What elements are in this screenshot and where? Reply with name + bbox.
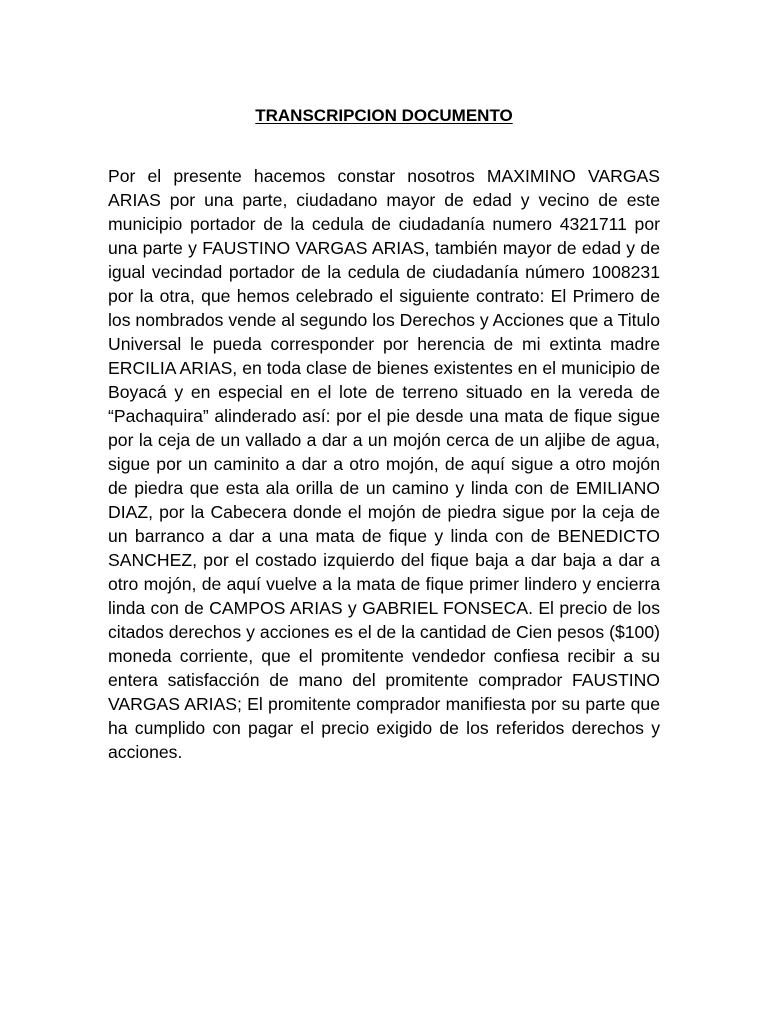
document-title: TRANSCRIPCION DOCUMENTO xyxy=(255,106,513,125)
document-body-paragraph: Por el presente hacemos constar nosotros MAXIMINO VARGAS ARIAS por una parte, ciudadano mayor de edad y vecino de este municipio portador de la cedula de ciudadanía numero 4321711 por una parte y FAUSTINO VARGAS ARIAS, también mayor de edad y de igual vecindad portador de la cedula de ciudadanía número 1008231 por la otra, que hemos celebrado el siguiente contrato: El Primero de los nombrados vende al segundo los Derechos y Acciones que a Titulo Universal le pueda corresponder por herencia de mi extinta madre ERCILIA ARIAS, en toda clase de bienes existentes en el municipio de Boyacá y en especial en el lote de terreno situado en la vereda de “Pachaquira” alinderado así: por el pie desde una mata de fique sigue por la ceja de un vallado a dar a un mojón cerca de un aljibe de agua, sigue por un caminito a dar a otro mojón, de aquí sigue a otro mojón de piedra que esta ala orilla de un camino y linda con de EMILIANO DIAZ, por la Cabecera donde el mojón de piedra sigue por la ceja de un barranco a dar a una mata de fique y linda con de BENEDICTO SANCHEZ, por el costado izquierdo del fique baja a dar baja a dar a otro mojón, de aquí vuelve a la mata de fique primer lindero y encierra linda con de CAMPOS ARIAS y GABRIEL FONSECA. El precio de los citados derechos y acciones es el de la cantidad de Cien pesos ($100) moneda corriente, que el promitente vendedor confiesa recibir a su entera satisfacción de mano del promitente comprador FAUSTINO VARGAS ARIAS; El promitente comprador manifiesta por su parte que ha cumplido con pagar el precio exigido de los referidos derechos y acciones. xyxy=(108,166,660,762)
